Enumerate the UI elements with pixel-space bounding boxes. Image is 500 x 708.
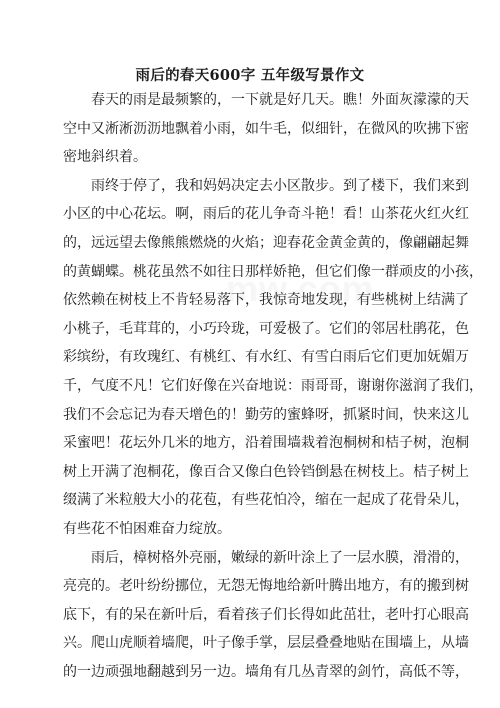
paragraph-line: 雨终于停了，我和妈妈决定去小区散步。到了楼下，我们来到	[91, 177, 469, 194]
paragraph-line: 我们不会忘记为春天增色的！勤劳的蜜蜂呀，抓紧时间，快来这儿	[63, 406, 469, 423]
paragraph-line: 的一边顽强地翻越到另一边。墙角有几丛青翠的剑竹，高低不等，	[63, 663, 469, 680]
paragraph-1	[63, 86, 469, 172]
paragraph-line: 小桃子，毛茸茸的，小巧玲珑，可爱极了。它们的邻居杜鹃花，色	[63, 320, 469, 337]
document-title: 雨后的春天600字 五年级写景作文	[135, 67, 365, 84]
paragraph-line: 空中又淅淅沥沥地飘着小雨，如牛毛，似细针，在微风的吹拂下密	[63, 120, 469, 137]
paragraph-line: 小区的中心花坛。啊，雨后的花儿争奇斗艳！看！山茶花火红火红	[63, 206, 469, 223]
paragraph-line: 亮亮的。老叶纷纷挪位，无怨无悔地给新叶腾出地方，有的搬到树	[63, 578, 469, 595]
paragraph-line: 有些花不怕困难奋力绽放。	[63, 520, 231, 537]
paragraph-line: 千，气度不凡！它们好像在兴奋地说：雨哥哥，谢谢你滋润了我们，	[63, 377, 483, 394]
paragraph-line: 底下，有的呆在新叶后，看着孩子们长得如此茁壮，老叶打心眼高	[63, 606, 469, 623]
paragraph-2	[63, 172, 483, 544]
paragraph-line: 的，远远望去像熊熊燃烧的火焰；迎春花金黄金黄的，像翩翩起舞	[63, 234, 469, 251]
paragraph-line: 采蜜吧！花坛外几米的地方，沿着围墙栽着泡桐树和桔子树，泡桐	[63, 435, 469, 452]
paragraph-3	[63, 544, 469, 687]
paragraph-line: 彩缤纷，有玫瑰红、有桃红、有水红、有雪白雨后它们更加妩媚万	[63, 349, 469, 366]
paragraph-line: 树上开满了泡桐花，像百合又像白色铃铛倒悬在树枝上。桔子树上	[63, 463, 469, 480]
paragraph-line: 春天的雨是最频繁的，一下就是好几天。瞧！外面灰濛濛的天	[91, 92, 469, 108]
document-body	[63, 86, 483, 686]
paragraph-line: 的黄蝴蝶。桃花虽然不如往日那样娇艳，但它们像一群顽皮的小孩，	[63, 263, 483, 280]
paragraph-line: 依然赖在树枝上不肯轻易落下，我惊奇地发现，有些桃树上结满了	[63, 292, 469, 309]
paragraph-line: 雨后，樟树格外亮丽，嫩绿的新叶涂上了一层水膜，滑滑的，	[91, 549, 469, 566]
paragraph-line: 密地斜织着。	[63, 149, 147, 166]
paragraph-line: 兴。爬山虎顺着墙爬，叶子像手掌，层层叠叠地贴在围墙上，从墙	[63, 635, 469, 652]
paragraph-line: 缀满了米粒般大小的花苞，有些花怕冷，缩在一起成了花骨朵儿，	[63, 492, 469, 509]
